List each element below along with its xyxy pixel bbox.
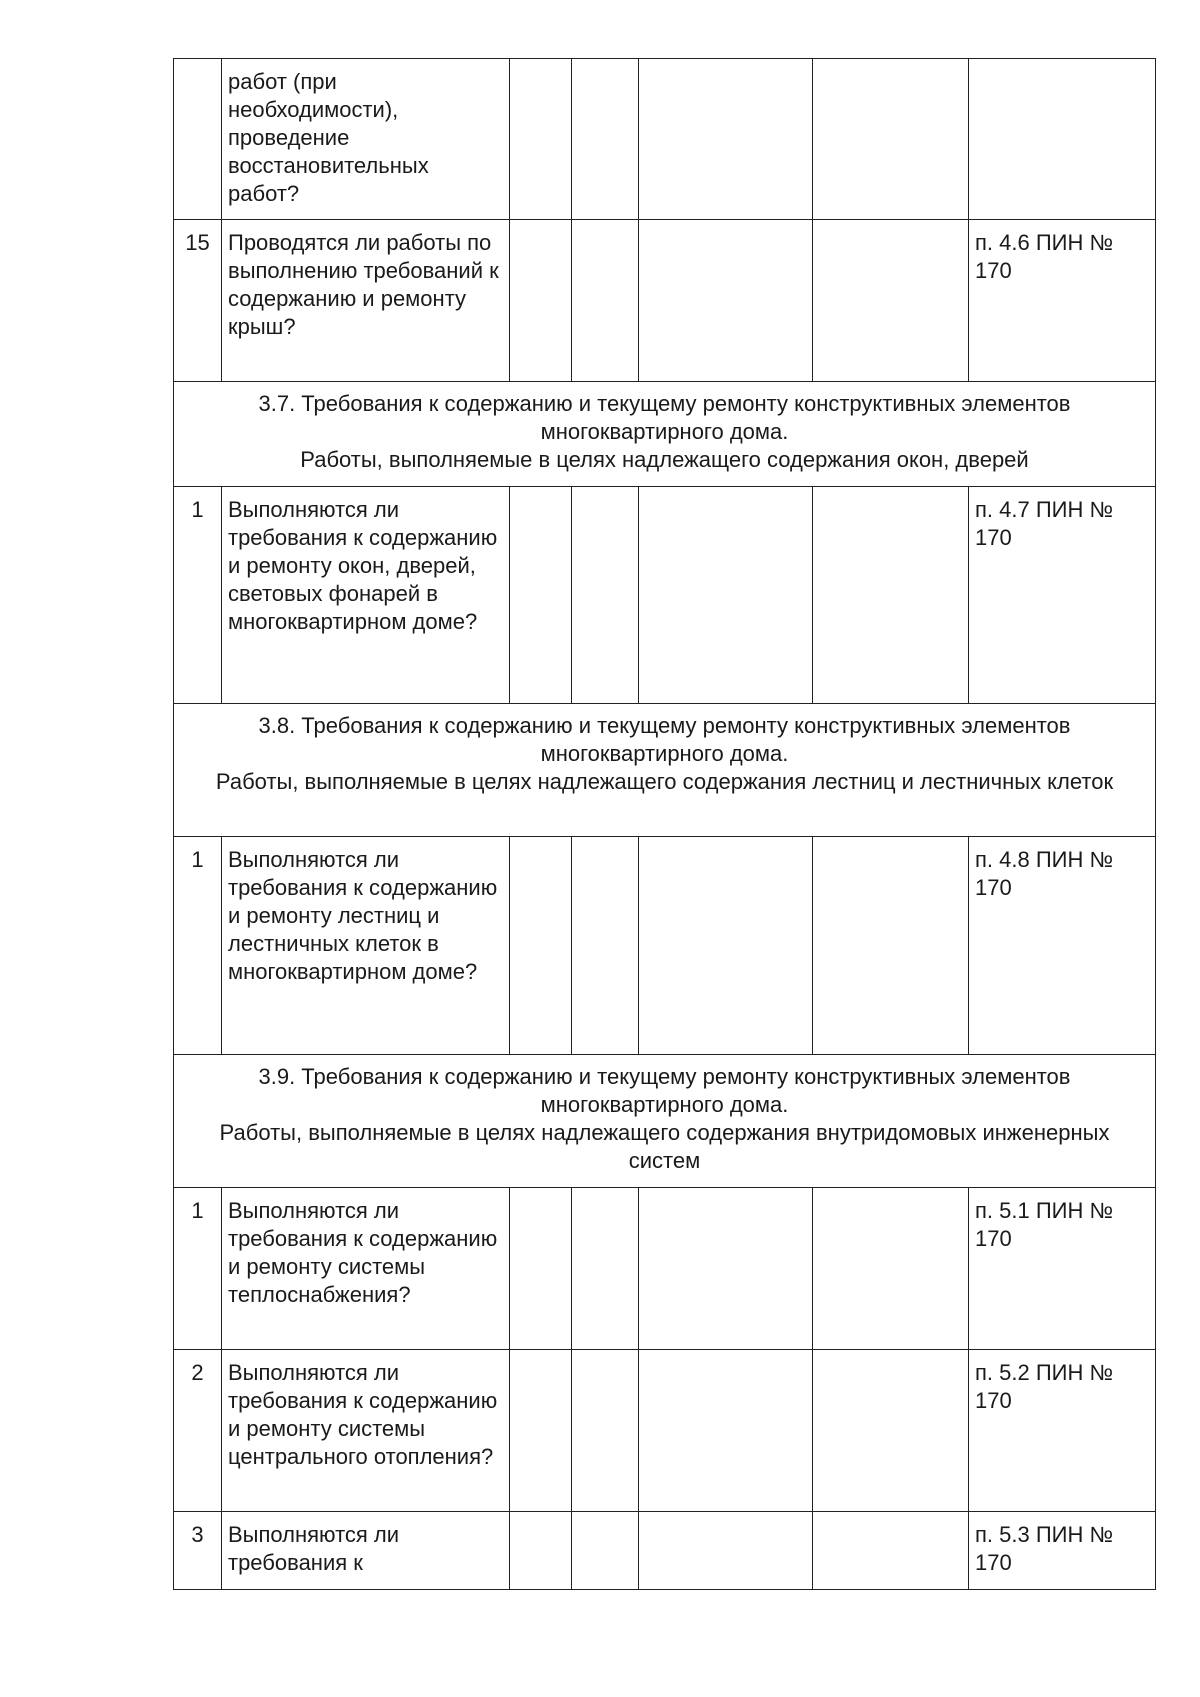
section-header xyxy=(174,1055,1156,1188)
empty-cell xyxy=(510,1512,572,1590)
empty-cell xyxy=(639,59,813,220)
empty-cell xyxy=(813,487,969,704)
empty-cell xyxy=(510,220,572,382)
question-text: Выполняются ли требования к xyxy=(222,1512,510,1590)
section-header-row xyxy=(174,1055,1156,1188)
reference-text: п. 5.1 ПИН № 170 xyxy=(969,1188,1156,1350)
table-row xyxy=(174,1350,1156,1512)
question-text: работ (при необходимости), проведение восстановительных работ? xyxy=(222,59,510,220)
question-text: Выполняются ли требования к содержанию и ремонту системы центрального отопления? xyxy=(222,1350,510,1512)
empty-cell xyxy=(813,1188,969,1350)
section-subtitle: Работы, выполняемые в целях надлежащего содержания окон, дверей xyxy=(300,447,1029,472)
empty-cell xyxy=(639,1188,813,1350)
empty-cell xyxy=(572,1350,639,1512)
empty-cell xyxy=(510,487,572,704)
section-header xyxy=(174,704,1156,837)
reference-text xyxy=(969,59,1156,220)
empty-cell xyxy=(572,220,639,382)
reference-text: п. 5.3 ПИН № 170 xyxy=(969,1512,1156,1590)
empty-cell xyxy=(813,220,969,382)
question-text: Выполняются ли требования к содержанию и ремонту окон, дверей, световых фонарей в многоквартирном доме? xyxy=(222,487,510,704)
row-number: 3 xyxy=(174,1512,222,1590)
reference-text: п. 4.8 ПИН № 170 xyxy=(969,837,1156,1055)
empty-cell xyxy=(813,1350,969,1512)
empty-cell xyxy=(639,1512,813,1590)
empty-cell xyxy=(510,837,572,1055)
empty-cell xyxy=(572,837,639,1055)
empty-cell xyxy=(639,837,813,1055)
section-title: 3.8. Требования к содержанию и текущему ремонту конструктивных элементов многоквартирного дома. xyxy=(258,713,1071,766)
section-header-row xyxy=(174,382,1156,487)
table-row xyxy=(174,837,1156,1055)
section-title: 3.7. Требования к содержанию и текущему ремонту конструктивных элементов многоквартирного дома. xyxy=(258,391,1071,444)
reference-text: п. 4.6 ПИН № 170 xyxy=(969,220,1156,382)
table-row xyxy=(174,487,1156,704)
empty-cell xyxy=(510,59,572,220)
section-subtitle: Работы, выполняемые в целях надлежащего содержания внутридомовых инженерных систем xyxy=(219,1120,1110,1173)
empty-cell xyxy=(639,1350,813,1512)
table-row xyxy=(174,1512,1156,1590)
checklist-table xyxy=(173,58,1156,1590)
row-number: 2 xyxy=(174,1350,222,1512)
empty-cell xyxy=(572,1512,639,1590)
section-subtitle: Работы, выполняемые в целях надлежащего содержания лестниц и лестничных клеток xyxy=(215,769,1114,794)
table-row xyxy=(174,59,1156,220)
empty-cell xyxy=(510,1350,572,1512)
checklist-body xyxy=(174,59,1156,1590)
empty-cell xyxy=(572,59,639,220)
row-number: 15 xyxy=(174,220,222,382)
question-text: Выполняются ли требования к содержанию и ремонту лестниц и лестничных клеток в многоквартирном доме? xyxy=(222,837,510,1055)
reference-text: п. 5.2 ПИН № 170 xyxy=(969,1350,1156,1512)
row-number: 1 xyxy=(174,1188,222,1350)
section-title: 3.9. Требования к содержанию и текущему ремонту конструктивных элементов многоквартирного дома. xyxy=(258,1064,1071,1117)
empty-cell xyxy=(510,1188,572,1350)
question-text: Выполняются ли требования к содержанию и ремонту системы теплоснабжения? xyxy=(222,1188,510,1350)
empty-cell xyxy=(572,1188,639,1350)
reference-text: п. 4.7 ПИН № 170 xyxy=(969,487,1156,704)
table-row xyxy=(174,1188,1156,1350)
empty-cell xyxy=(813,1512,969,1590)
row-number: 1 xyxy=(174,487,222,704)
empty-cell xyxy=(813,59,969,220)
table-row xyxy=(174,220,1156,382)
row-number xyxy=(174,59,222,220)
section-header-row xyxy=(174,704,1156,837)
empty-cell xyxy=(639,220,813,382)
empty-cell xyxy=(813,837,969,1055)
empty-cell xyxy=(639,487,813,704)
question-text: Проводятся ли работы по выполнению требований к содержанию и ремонту крыш? xyxy=(222,220,510,382)
section-header xyxy=(174,382,1156,487)
empty-cell xyxy=(572,487,639,704)
row-number: 1 xyxy=(174,837,222,1055)
